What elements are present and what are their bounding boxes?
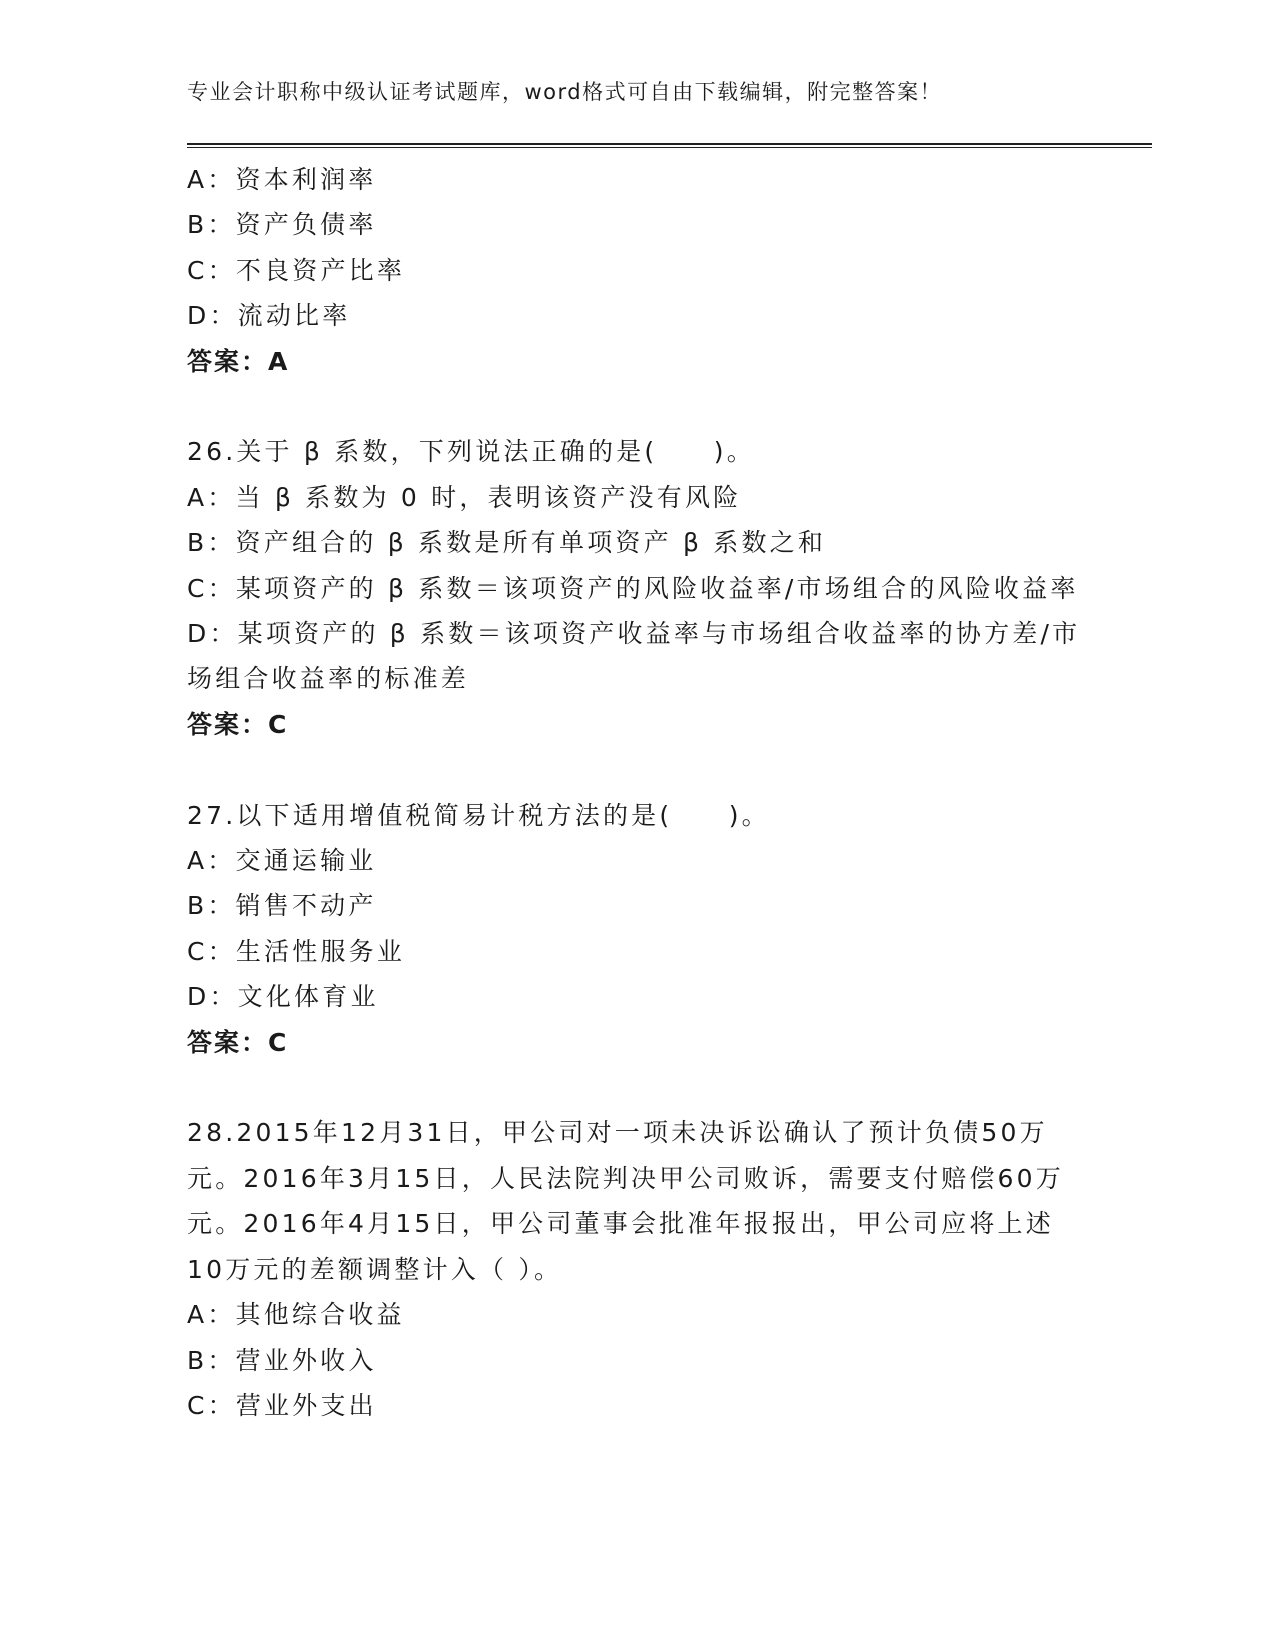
option-c: C：营业外支出: [187, 1390, 377, 1420]
question-stem: 26.关于 β 系数，下列说法正确的是( )。: [187, 437, 755, 467]
question-28: [187, 1110, 1087, 1428]
question-stem: 28.2015年12月31日，甲公司对一项未决诉讼确认了预计负债50万元。2016年3月15日，人民法院判决甲公司败诉，需要支付赔偿60万元。2016年4月15日，甲公司董事会批准年报报出，甲公司应将上述10万元的差额调整计入（ ）。: [187, 1118, 1064, 1284]
question-stem: 27.以下适用增值税简易计税方法的是( )。: [187, 800, 770, 830]
question-26: [187, 429, 1087, 747]
document-body: [187, 157, 1087, 1428]
option-b: B：销售不动产: [187, 891, 377, 921]
option-b: B：资产组合的 β 系数是所有单项资产 β 系数之和: [187, 528, 827, 558]
option-a: A：交通运输业: [187, 846, 377, 876]
option-d: D：文化体育业: [187, 982, 379, 1012]
option-c: C：某项资产的 β 系数＝该项资产的风险收益率/市场组合的风险收益率: [187, 573, 1079, 603]
option-b: B：资产负债率: [187, 210, 377, 240]
option-d: D：流动比率: [187, 301, 351, 331]
answer: 答案：C: [187, 1027, 289, 1057]
option-b: B：营业外收入: [187, 1345, 377, 1375]
header-divider: [187, 143, 1152, 148]
option-c: C：不良资产比率: [187, 255, 406, 285]
answer: 答案：A: [187, 346, 290, 376]
answer: 答案：C: [187, 709, 289, 739]
previous-question-tail: [187, 157, 1087, 384]
option-d: D：某项资产的 β 系数＝该项资产收益率与市场组合收益率的协方差/市场组合收益率的标准差: [187, 619, 1081, 694]
page-header: 专业会计职称中级认证考试题库，word格式可自由下载编辑，附完整答案！: [187, 80, 943, 104]
option-c: C：生活性服务业: [187, 936, 406, 966]
option-a: A：当 β 系数为 0 时，表明该资产没有风险: [187, 482, 742, 512]
option-a: A：其他综合收益: [187, 1300, 405, 1330]
question-27: [187, 793, 1087, 1065]
option-a: A：资本利润率: [187, 165, 377, 194]
